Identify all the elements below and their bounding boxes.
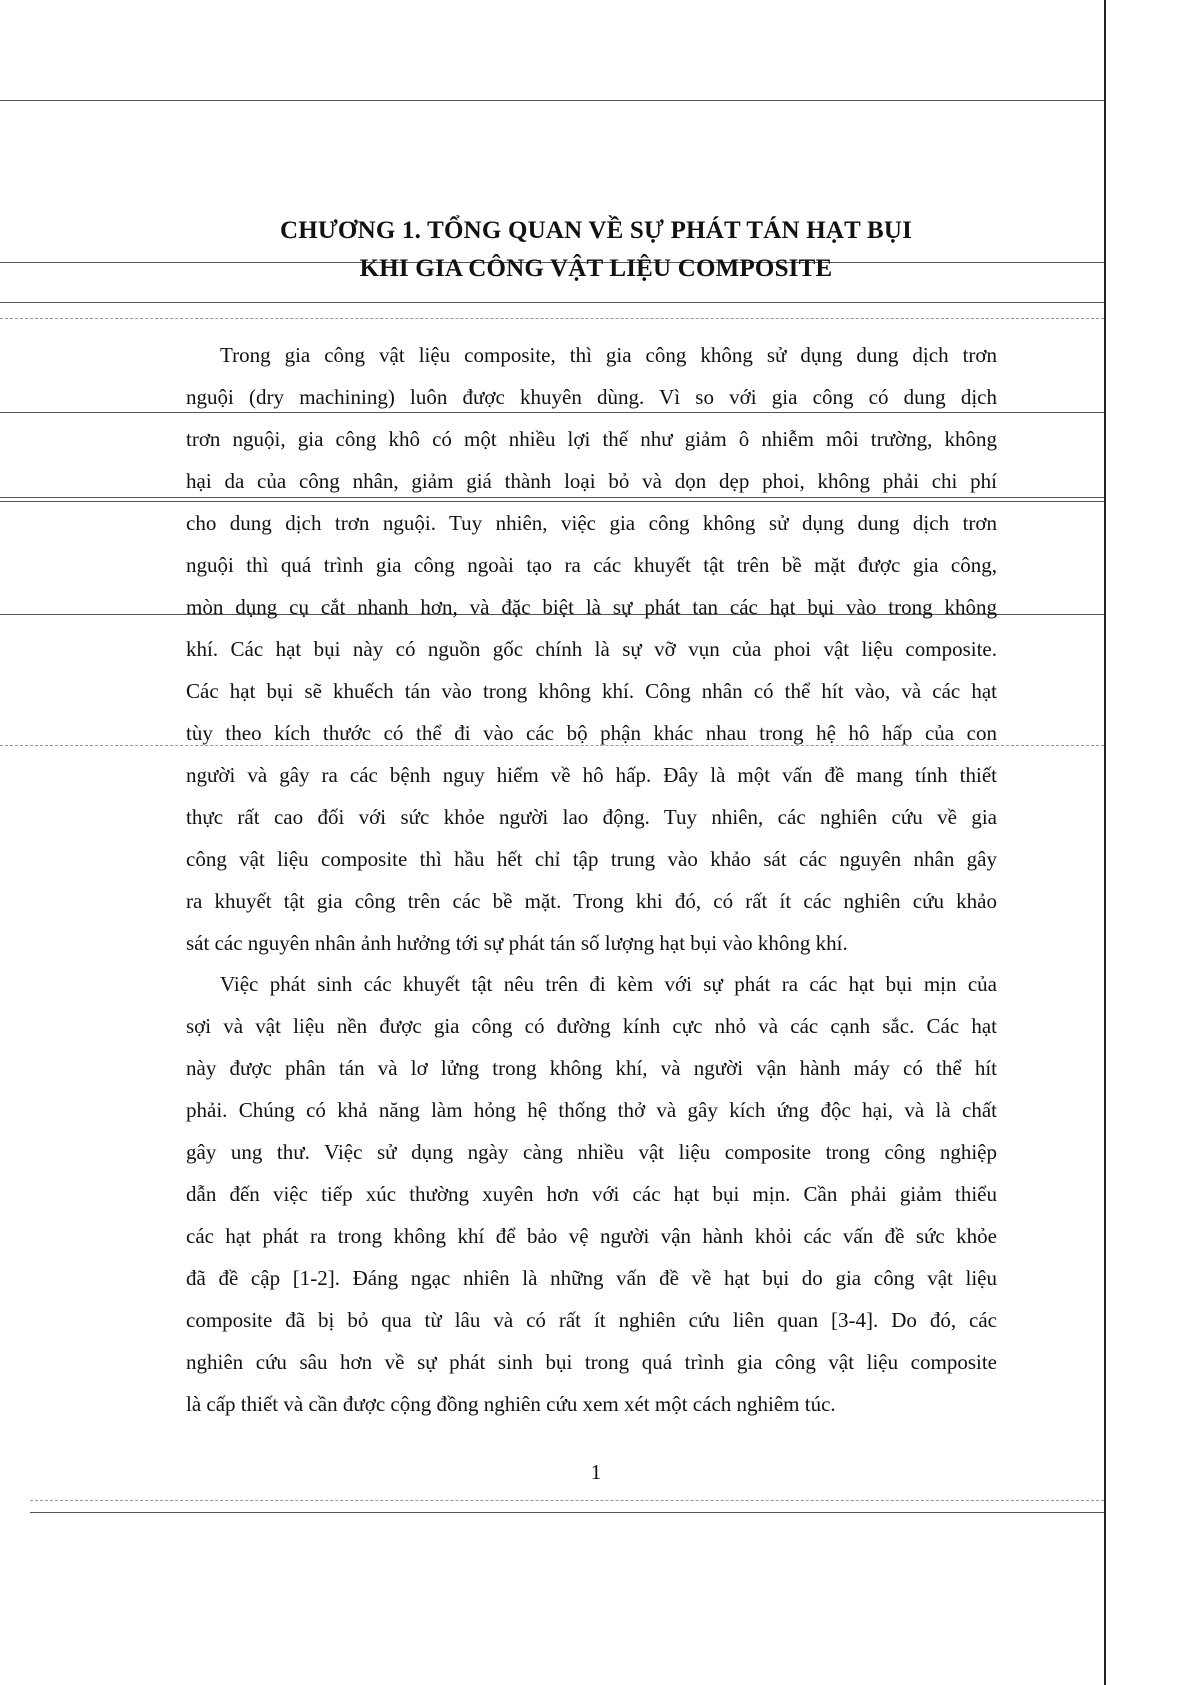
scan-artifact-line (0, 318, 1104, 319)
scan-artifact-line (0, 100, 1104, 101)
text-line: mòn dụng cụ cắt nhanh hơn, và đặc biệt là sự phát tan các hạt bụi vào trong không (186, 595, 997, 619)
text-line: là cấp thiết và cần được cộng đồng nghiên cứu xem xét một cách nghiêm túc. (186, 1392, 836, 1416)
text-line: Trong gia công vật liệu composite, thì gia công không sử dụng dung dịch trơn (220, 343, 997, 367)
text-line: sát các nguyên nhân ảnh hưởng tới sự phát tán số lượng hạt bụi vào không khí. (186, 931, 848, 955)
scan-artifact-line (30, 1500, 1104, 1501)
text-line: tùy theo kích thước có thể đi vào các bộ phận khác nhau trong hệ hô hấp của con (186, 721, 997, 745)
text-line: ra khuyết tật gia công trên các bề mặt. Trong khi đó, có rất ít các nghiên cứu khảo (186, 889, 997, 913)
text-line: cho dung dịch trơn nguội. Tuy nhiên, việc gia công không sử dụng dung dịch trơn (186, 511, 997, 535)
scan-border-line (1104, 0, 1106, 1685)
text-line: nguội thì quá trình gia công ngoài tạo ra các khuyết tật trên bề mặt được gia công, (186, 553, 997, 577)
text-line: nguội (dry machining) luôn được khuyên dùng. Vì so với gia công có dung dịch (186, 385, 997, 409)
text-line: các hạt phát ra trong không khí để bảo vệ người vận hành khỏi các vấn đề sức khỏe (186, 1224, 997, 1248)
text-line: này được phân tán và lơ lửng trong không khí, và người vận hành máy có thể hít (186, 1056, 997, 1080)
text-line: nghiên cứu sâu hơn về sự phát sinh bụi trong quá trình gia công vật liệu composite (186, 1350, 997, 1374)
text-line: phải. Chúng có khả năng làm hỏng hệ thống thở và gây kích ứng độc hại, và là chất (186, 1098, 997, 1122)
text-line: sợi và vật liệu nền được gia công có đường kính cực nhỏ và các cạnh sắc. Các hạt (186, 1014, 997, 1038)
text-line: khí. Các hạt bụi này có nguồn gốc chính là sự vỡ vụn của phoi vật liệu composite. (186, 637, 997, 661)
scan-artifact-line (0, 302, 1104, 303)
scan-artifact-line (0, 412, 1104, 413)
page-number: 1 (590, 1460, 602, 1484)
text-line: trơn nguội, gia công khô có một nhiều lợi thế như giảm ô nhiễm môi trường, không (186, 427, 997, 451)
chapter-title-line-1: CHƯƠNG 1. TỔNG QUAN VỀ SỰ PHÁT TÁN HẠT BỤI (279, 217, 913, 244)
chapter-title-line-2: KHI GIA CÔNG VẬT LIỆU COMPOSITE (359, 255, 833, 282)
scan-artifact-line (0, 497, 1104, 498)
text-line: thực rất cao đối với sức khỏe người lao động. Tuy nhiên, các nghiên cứu về gia (186, 805, 997, 829)
scan-artifact-line (0, 501, 1104, 502)
text-line: công vật liệu composite thì hầu hết chỉ tập trung vào khảo sát các nguyên nhân gây (186, 847, 997, 871)
text-line: Các hạt bụi sẽ khuếch tán vào trong không khí. Công nhân có thể hít vào, và các hạt (186, 679, 997, 703)
scan-artifact-line (30, 1512, 1104, 1513)
text-line: đã đề cập [1-2]. Đáng ngạc nhiên là những vấn đề về hạt bụi do gia công vật liệu (186, 1266, 997, 1290)
text-line: Việc phát sinh các khuyết tật nêu trên đi kèm với sự phát ra các hạt bụi mịn của (220, 972, 997, 996)
text-line: composite đã bị bỏ qua từ lâu và có rất ít nghiên cứu liên quan [3-4]. Do đó, các (186, 1308, 997, 1332)
text-line: gây ung thư. Việc sử dụng ngày càng nhiều vật liệu composite trong công nghiệp (186, 1140, 997, 1164)
text-line: dẫn đến việc tiếp xúc thường xuyên hơn với các hạt bụi mịn. Cần phải giảm thiểu (186, 1182, 997, 1206)
text-line: hại da của công nhân, giảm giá thành loại bỏ và dọn dẹp phoi, không phải chi phí (186, 469, 997, 493)
text-line: người và gây ra các bệnh nguy hiểm về hô hấp. Đây là một vấn đề mang tính thiết (186, 763, 997, 787)
